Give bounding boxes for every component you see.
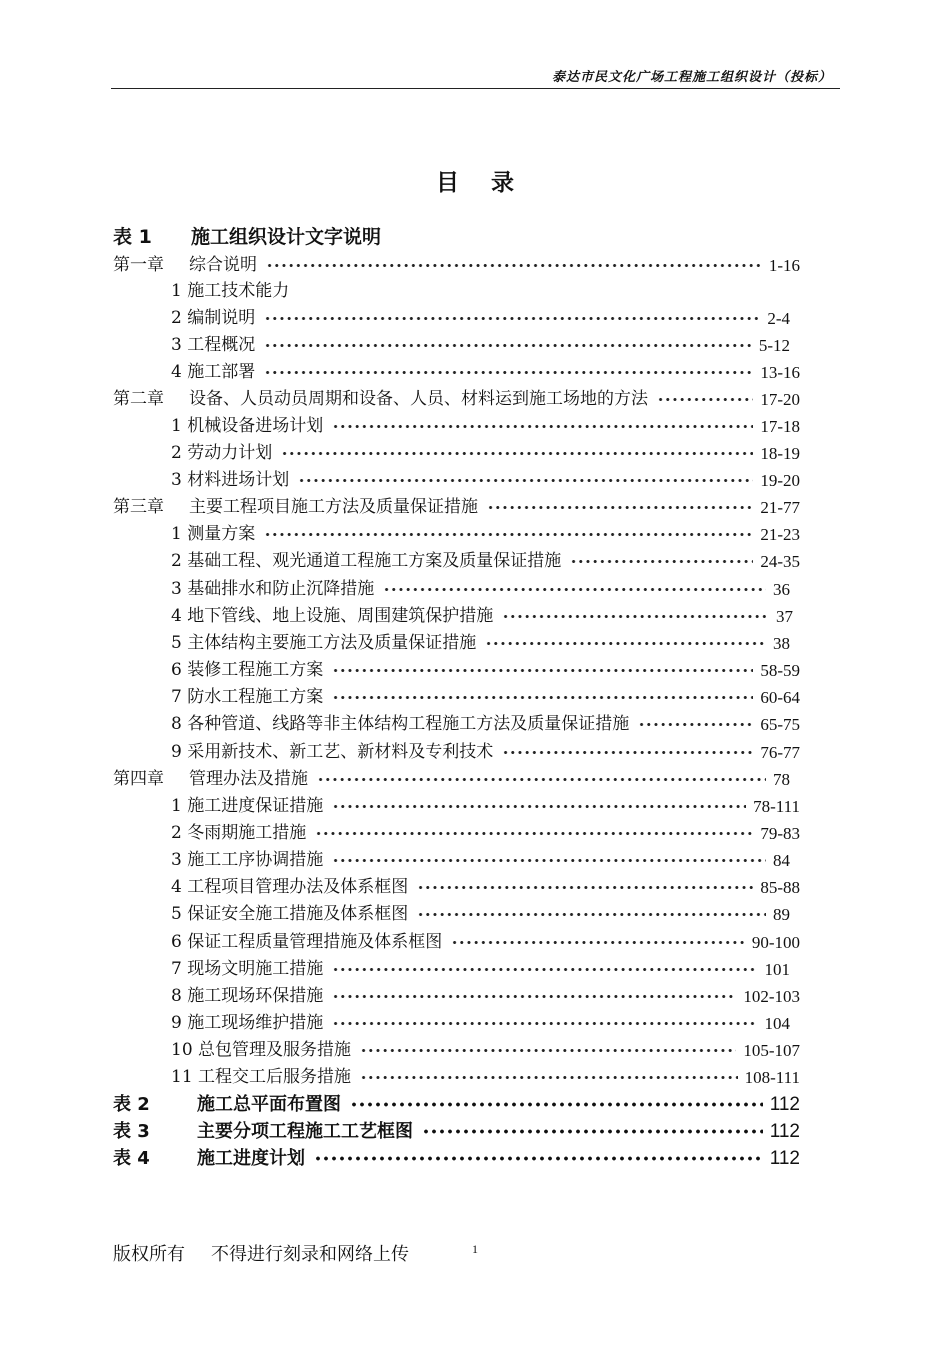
dot-leader: [638, 711, 753, 738]
toc-entry-title: 4 施工部署: [171, 362, 256, 382]
toc-entry-label: [171, 278, 289, 305]
toc-entry-title: 9 采用新技术、新工艺、新材料及专利技术: [171, 742, 494, 762]
dot-leader: [264, 305, 760, 332]
toc-entry-title: 1 机械设备进场计划: [171, 416, 324, 436]
toc-entry-title: 6 装修工程施工方案: [171, 660, 324, 680]
chapter-number: 第二章: [113, 389, 164, 409]
page-range: 108-111: [744, 1068, 800, 1087]
toc-entry-title: 9 施工现场维护措施: [171, 1013, 324, 1033]
dot-leader: [383, 576, 766, 603]
dot-leader: [332, 847, 766, 874]
page-range: 2-4: [767, 309, 790, 328]
toc-entry-label: [171, 603, 493, 630]
page-range: 112: [769, 1148, 800, 1169]
toc-row: [171, 305, 790, 332]
toc-row: [171, 1037, 800, 1064]
toc-entry-title: 5 主体结构主要施工方法及质量保证措施: [171, 633, 477, 653]
dot-leader: [657, 386, 753, 413]
dot-leader: [350, 1091, 763, 1118]
dot-leader: [314, 1145, 763, 1172]
toc-entry-label: [113, 1091, 341, 1118]
page-range: 18-19: [760, 444, 800, 463]
page-range: 79-83: [760, 824, 800, 843]
toc-table-row: [113, 1145, 800, 1172]
toc-row: [171, 657, 800, 684]
page-footer: [113, 1240, 409, 1266]
page-range: 19-20: [760, 471, 800, 490]
toc-row: [171, 711, 800, 738]
page-range: 102-103: [743, 987, 800, 1006]
toc-entry-title: 2 冬雨期施工措施: [171, 823, 307, 843]
toc-row: [171, 603, 793, 630]
toc-entry-label: [171, 874, 408, 901]
page-range: 38: [773, 634, 790, 653]
page-range: 21-23: [760, 525, 800, 544]
toc-row: [171, 467, 800, 494]
dot-leader: [502, 739, 753, 766]
toc-entry-title: 2 编制说明: [171, 308, 256, 328]
page-range: 78-111: [753, 797, 800, 816]
toc-entry-label: [171, 576, 374, 603]
toc-row: [171, 739, 800, 766]
toc-entry-label: [171, 332, 255, 359]
dot-leader: [266, 252, 762, 279]
dot-leader: [360, 1037, 736, 1064]
running-header: 泰达市民文化广场工程施工组织设计（投标）: [551, 70, 832, 85]
page-range: 101: [764, 960, 790, 979]
page-range: 85-88: [760, 878, 800, 897]
toc-row: [171, 278, 800, 305]
toc-row: [171, 874, 800, 901]
dot-leader: [417, 874, 753, 901]
dot-leader: [281, 440, 753, 467]
toc-row: [171, 847, 790, 874]
page-range: 89: [773, 905, 790, 924]
toc-entry-label: [171, 739, 493, 766]
toc-entry-title: 设备、人员动员周期和设备、人员、材料运到施工场地的方法: [189, 389, 648, 409]
toc-entry-title: 施工进度计划: [197, 1148, 305, 1169]
page-range: 78: [773, 770, 790, 789]
page-range: 58-59: [760, 661, 800, 680]
dot-leader: [332, 1010, 757, 1037]
table-number: 表 3: [113, 1121, 150, 1142]
toc-entry-title: 7 防水工程施工方案: [171, 687, 324, 707]
toc-entry-label: [171, 847, 323, 874]
page-range: 37: [776, 607, 793, 626]
toc-entry-title: 1 施工进度保证措施: [171, 796, 324, 816]
toc-row: [113, 252, 800, 279]
toc-entry-label: [113, 1118, 413, 1145]
dot-leader: [485, 630, 766, 657]
page-range: 84: [773, 851, 790, 870]
toc-entry-label: [171, 413, 323, 440]
page-range: 65-75: [760, 715, 800, 734]
toc-row: [171, 956, 790, 983]
toc-entry-label: [171, 1064, 351, 1091]
toc-entry-label: [171, 1010, 323, 1037]
toc-entry-title: 2 劳动力计划: [171, 443, 273, 463]
chapter-number: 第四章: [113, 769, 164, 789]
page-range: 104: [764, 1014, 790, 1033]
dot-leader: [298, 467, 753, 494]
toc-entry-label: [171, 820, 306, 847]
toc-entry-title: 3 材料进场计划: [171, 470, 290, 490]
section-title: 施工组织设计文字说明: [191, 226, 382, 248]
toc-entry-title: 10 总包管理及服务措施: [171, 1040, 352, 1060]
toc-entry-label: [171, 440, 272, 467]
toc-entry-title: 4 地下管线、地上设施、周围建筑保护措施: [171, 606, 494, 626]
toc-entry-title: 8 各种管道、线路等非主体结构工程施工方法及质量保证措施: [171, 714, 630, 734]
toc-row: [171, 332, 790, 359]
page-range: 21-77: [760, 498, 800, 517]
toc-entry-label: [171, 1037, 351, 1064]
page-range: 13-16: [760, 363, 800, 382]
header-rule: [111, 88, 840, 89]
dot-leader: [422, 1118, 763, 1145]
toc-row: [171, 548, 800, 575]
page-range: 17-18: [760, 417, 800, 436]
page-range: 17-20: [760, 390, 800, 409]
dot-leader: [332, 956, 757, 983]
toc-row: [171, 684, 800, 711]
toc-row: [171, 630, 790, 657]
toc-row: [171, 576, 790, 603]
toc-entry-label: [171, 305, 255, 332]
section-heading: [113, 223, 381, 251]
section-number: 表 1: [113, 226, 152, 248]
toc-entry-label: [113, 494, 478, 521]
toc-row: [171, 901, 790, 928]
toc-row: [171, 1010, 790, 1037]
dot-leader: [315, 820, 753, 847]
page-range: 5-12: [758, 336, 790, 355]
toc-entry-label: [113, 252, 257, 279]
page-range: 60-64: [760, 688, 800, 707]
toc-row: [171, 793, 800, 820]
page-range: 24-35: [760, 552, 800, 571]
toc-row: [113, 386, 800, 413]
dot-leader: [264, 521, 753, 548]
toc-entry-label: [113, 1145, 305, 1172]
toc-row: [171, 440, 800, 467]
toc-entry-title: 3 施工工序协调措施: [171, 850, 324, 870]
table-number: 表 4: [113, 1148, 150, 1169]
toc-entry-title: 1 测量方案: [171, 524, 256, 544]
toc-entry-label: [171, 467, 289, 494]
toc-entry-title: 2 基础工程、观光通道工程施工方案及质量保证措施: [171, 551, 562, 571]
toc-entry-label: [171, 793, 323, 820]
toc-entry-label: [171, 956, 323, 983]
toc-entry-title: 管理办法及措施: [189, 769, 308, 789]
toc-entry-title: 8 施工现场环保措施: [171, 986, 324, 1006]
toc-row: [171, 983, 800, 1010]
toc-entry-title: 5 保证安全施工措施及体系框图: [171, 904, 409, 924]
dot-leader: [332, 413, 753, 440]
toc-entry-label: [171, 901, 408, 928]
dot-leader: [332, 657, 753, 684]
chapter-number: 第一章: [113, 255, 164, 275]
toc-entry-title: 7 现场文明施工措施: [171, 959, 324, 979]
copyright-text: 版权所有: [113, 1244, 185, 1265]
dot-leader: [570, 548, 753, 575]
toc-row: [171, 359, 800, 386]
copyright-notice: 不得进行刻录和网络上传: [211, 1244, 409, 1265]
toc-entry-label: [171, 548, 561, 575]
toc-entry-title: 6 保证工程质量管理措施及体系框图: [171, 932, 443, 952]
toc-entry-label: [171, 684, 323, 711]
toc-entry-label: [171, 711, 629, 738]
toc-entry-title: 4 工程项目管理办法及体系框图: [171, 877, 409, 897]
toc-row: [113, 494, 800, 521]
dot-leader: [417, 901, 766, 928]
toc-row: [171, 929, 800, 956]
table-number: 表 2: [113, 1094, 150, 1115]
toc-row: [113, 766, 790, 793]
toc-entry-label: [113, 386, 648, 413]
toc-entry-title: 主要分项工程施工工艺框图: [197, 1121, 413, 1142]
toc-entry-title: 1 施工技术能力: [171, 281, 290, 301]
toc-entry-title: 3 基础排水和防止沉降措施: [171, 579, 375, 599]
chapter-number: 第三章: [113, 497, 164, 517]
toc-entry-label: [171, 630, 476, 657]
page-number: 1: [472, 1242, 478, 1256]
page-range: 90-100: [751, 933, 800, 952]
dot-leader: [502, 603, 769, 630]
page-range: 105-107: [743, 1041, 800, 1060]
toc-entry-label: [171, 657, 323, 684]
toc-entry-label: [171, 929, 442, 956]
toc-entry-title: 主要工程项目施工方法及质量保证措施: [189, 497, 478, 517]
dot-leader: [451, 929, 745, 956]
toc-entry-title: 综合说明: [189, 255, 257, 275]
page-range: 112: [769, 1094, 800, 1115]
dot-leader: [332, 983, 736, 1010]
toc-row: [171, 1064, 800, 1091]
dot-leader: [317, 766, 766, 793]
toc-table-row: [113, 1091, 800, 1118]
toc-table-row: [113, 1118, 800, 1145]
page-range: 1-16: [768, 256, 800, 275]
toc-entry-label: [171, 359, 255, 386]
page-range: 36: [773, 580, 790, 599]
dot-leader: [487, 494, 753, 521]
page-range: 112: [769, 1121, 800, 1142]
dot-leader: [264, 359, 753, 386]
toc-entry-label: [171, 521, 255, 548]
dot-leader: [332, 793, 746, 820]
toc-row: [171, 820, 800, 847]
toc-entry-title: 施工总平面布置图: [197, 1094, 341, 1115]
toc-entry-label: [171, 983, 323, 1010]
toc-entry-title: 3 工程概况: [171, 335, 256, 355]
toc-row: [171, 521, 800, 548]
dot-leader: [332, 684, 753, 711]
dot-leader: [264, 332, 752, 359]
page-range: 76-77: [760, 743, 800, 762]
toc-row: [171, 413, 800, 440]
toc-entry-title: 11 工程交工后服务措施: [171, 1067, 352, 1087]
toc-entry-label: [113, 766, 308, 793]
dot-leader: [360, 1064, 738, 1091]
toc-title: 目 录: [435, 170, 515, 196]
